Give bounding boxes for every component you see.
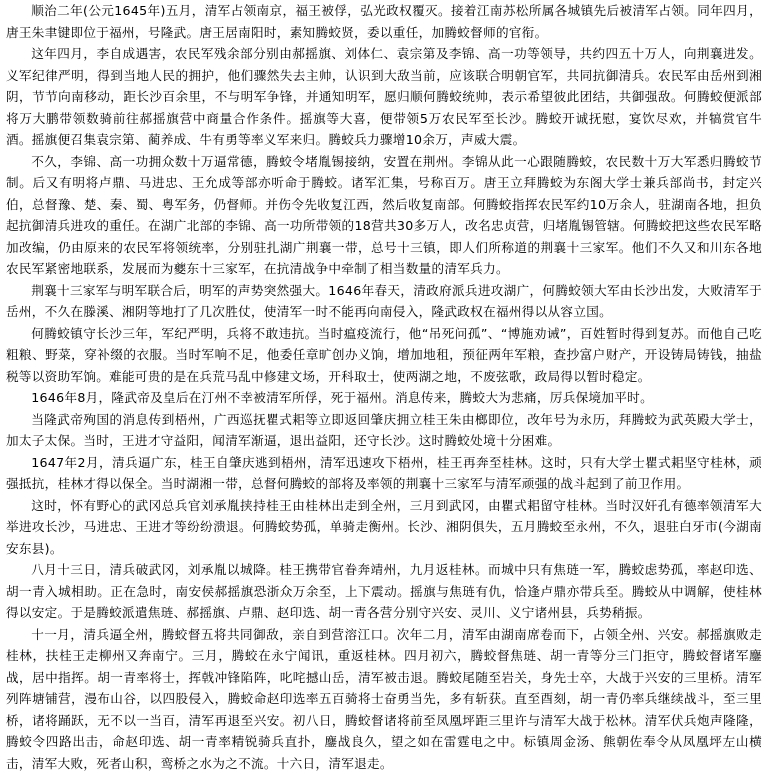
- paragraph-9: 这时，怀有野心的武冈总兵官刘承胤挟持桂王由桂林出走到全州，三月到武冈，由瞿式耜留守桂林。当时汉奸孔有德率领清军大举进攻长沙，马进忠、王进才等纷纷溃退。何腾蛟势孤，单骑走衡州。长沙、湘阴俱失，五月腾蛟至永州，不久，退驻白牙市(今湖南安东县)。: [6, 495, 762, 560]
- paragraph-1: 顺治二年(公元1645年)五月，清军占领南京，福王被俘，弘光政权覆灭。接着江南苏松所属各城镇先后被清军占领。同年四月，唐王朱聿键即位于福州，号隆武。唐王居南阳时，素知腾蛟贤，委以重任，加腾蛟督师的官衔。: [6, 0, 762, 43]
- paragraph-5: 何腾蛟镇守长沙三年，军纪严明，兵将不敢违抗。当时瘟疫流行，他“吊死问孤”、“博施劝诫”，百姓暂时得到复苏。而他自己吃粗粮、野菜，穿补缀的衣服。当时军响不足，他委任章旷创办义饷，增加地租，预征两年军粮，查抄富户财产，开设铸局铸钱，抽盐税等以资助军饷。难能可贵的是在兵荒马乱中修建文场，开科取士，使两湖之地，不废弦歌，政局得以暂时稳定。: [6, 323, 762, 388]
- paragraph-6: 1646年8月，隆武帝及皇后在汀州不幸被清军所俘，死于福州。消息传来，腾蛟大为悲痛，厉兵保境加平时。: [6, 387, 762, 409]
- paragraph-10: 八月十三日，清兵破武冈，刘承胤以城降。桂王携带官眷奔靖州，九月返桂林。而城中只有焦琏一军，腾蛟虑势孤，率赵印选、胡一青入城相助。正在急时，南安侯郝摇旗恐浙众万余至，上下震动。摇旗与焦琏有仇，恰逢卢鼎亦带兵至。腾蛟从中调解，使桂林得以安定。于是腾蛟派遣焦琏、郝摇旗、卢鼎、赵印选、胡一青各营分别守兴安、灵川、义宁诸州县，兵势稍振。: [6, 559, 762, 624]
- paragraph-4: 荆襄十三家军与明军联合后，明军的声势突然强大。1646年春天，清政府派兵进攻湖广，何腾蛟领大军由长沙出发，大败清军于岳州，不久在滕溪、湘阴等地打了几次胜仗，使清军一时不能再向南侵入，隆武政权在福州得以从容立国。: [6, 280, 762, 323]
- paragraph-3: 不久，李锦、高一功拥众数十万逼常德，腾蛟令堵胤锡接纳，安置在荆州。李锦从此一心跟随腾蛟，农民数十万大军悉归腾蛟节制。后又有明将卢鼎、马进忠、王允成等部亦听命于腾蛟。诸军汇集，号称百万。唐王立拜腾蛟为东阁大学士兼兵部尚书，封定兴伯，总督豫、楚、秦、蜀、粤军务，仍督师。并伤令先收复江西，然后收复南部。何腾蛟指挥农民军约10万余人，驻湖南各地，担负起抗御清兵进攻的重任。在湖广北部的李锦、高一功所带领的18营共30多万人，改名忠贞营，归堵胤锡管辖。何腾蛟把这些农民军略加改编，仍由原来的农民军将领统率，分别驻扎湖广荆襄一带，总号十三镇，即人们所称道的荆襄十三家军。他们不久又和川东各地农民军紧密地联系，发展而为夔东十三家军，在抗清战争中牵制了相当数量的清军兵力。: [6, 151, 762, 280]
- paragraph-8: 1647年2月，清兵逼广东，桂王自肇庆逃到梧州，清军迅速攻下梧州，桂王再奔至桂林。这时，只有大学士瞿式耜坚守桂林，顽强抵抗，桂林才得以保全。当时湖湘一带，总督何腾蛟的部将及率领的荆襄十三家军与清军顽强的战斗起到了前卫作用。: [6, 452, 762, 495]
- paragraph-7: 当隆武帝殉国的消息传到梧州，广西巡抚瞿式耜等立即返回肇庆拥立桂王朱由榔即位，改年号为永历，拜腾蛟为武英殿大学士，加太子太保。当时，王进才守益阳，闻清军渐逼，退出益阳，还守长沙。这时腾蛟处境十分困难。: [6, 409, 762, 452]
- paragraph-2: 这年四月，李自成遇害，农民军残余部分别由郝摇旗、刘体仁、袁宗第及李锦、高一功等领导，共约四五十万人，向荆襄进发。义军纪律严明，得到当地人民的拥护，他们骤然失去主帅，认识到大敌当前，应该联合明朝官军，共同抗御清兵。农民军由岳州到湘阴，节节向南移动，距长沙百余里，不与明军争锋，并通知明军，愿归顺何腾蛟统帅，表示希望彼此团结，共御强敌。何腾蛟便派部将万大鹏带领数骑前往郝摇旗营中商量合作条件。摇旗等大喜，便带领5万农民军至长沙。腾蛟开诚抚慰，宴饮尽欢，并犒赏官牛酒。摇旗便召集袁宗第、蔺养成、牛有勇等率义军来归。腾蛟兵力骤增10余万，声威大震。: [6, 43, 762, 151]
- paragraph-11: 十一月，清兵逼全州，腾蛟督五将共同御敌，亲自到营溶江口。次年二月，清军由湖南席卷而下，占领全州、兴安。郝摇旗败走桂林，扶桂王走柳州又奔南宁。三月，腾蛟在永宁闻讯，重返桂林。四月初六，腾蛟督焦琏、胡一青等分三门拒守，腾蛟督诸军鏖战，居中指挥。胡一青率将士，挥戟冲锋陷阵，叱咤撼山岳，清军被击退。腾蛟尾随至岩关，身先士卒，大战于兴安的三里桥。清军列阵塘铺营，漫布山谷，以四股侵入，腾蛟命赵印选率五百骑将士奋勇当先，多有斩获。直至酉刻，胡一青仍率兵继续战斗，至三里桥，诸将踊跃，无不以一当百，清军再退至兴安。初八日，腾蛟督诸将前至凤凰坪距三里许与清军大战于松林。清军伏兵炮声隆隆，腾蛟令四路出击，命赵印选、胡一青率精锐骑兵直扑，鏖战良久，望之如在雷霆电之中。标镇周金汤、熊朝佐奉令从凤凰坪左山横击，清军大败，死者山积，鸾桥之水为之不流。十六日，清军退走。: [6, 624, 762, 774]
